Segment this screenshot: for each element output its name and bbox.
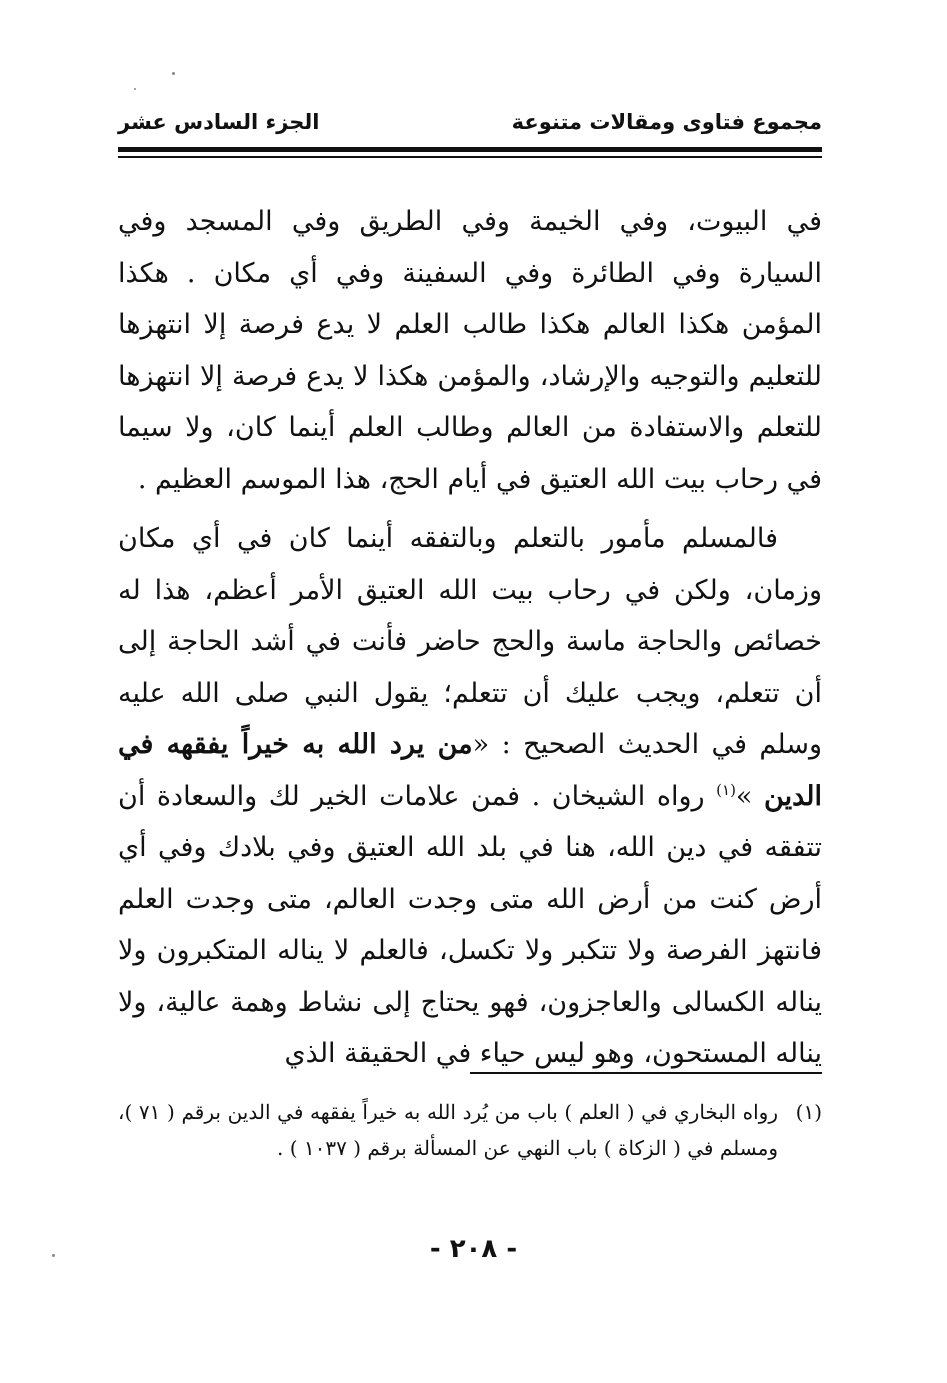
scan-speck bbox=[172, 72, 175, 75]
footnote-number: (١) bbox=[795, 1100, 822, 1124]
footnote-divider bbox=[470, 1072, 822, 1074]
header-rule-thin bbox=[118, 156, 822, 158]
hadith-quote: من يرد الله به خيراً يفقهه في الدين bbox=[118, 729, 822, 812]
footnote-reference: (١) bbox=[716, 780, 736, 799]
scan-speck bbox=[134, 88, 136, 90]
footnote bbox=[118, 1094, 822, 1166]
paragraph-text: رواه الشيخان . فمن علامات الخير لك والسعادة أن تتفقه في دين الله، هنا في بلد الله العتيق وفي بلادك وفي أي أرض كنت من أرض الله متى وجدت العالم، متى وجدت العلم فانتهز الفرصة ولا تتكبر ولا تكسل، فالعلم لا يناله المتكبرون ولا يناله الكسالى والعاجزون، فهو يحتاج إلى نشاط وهمة عالية، ولا يناله المستحون، وهو ليس حياء في الحقيقة الذي bbox=[118, 780, 822, 1069]
paragraph: في البيوت، وفي الخيمة وفي الطريق وفي المسجد وفي السيارة وفي الطائرة وفي السفينة وفي أي مكان . هكذا المؤمن هكذا العالم هكذا طالب العلم لا يدع فرصة إلا انتهزها للتعليم والتوجيه والإرشاد، والمؤمن هكذا لا يدع فرصة إلا انتهزها للتعلم والاستفادة من العالم وطالب العلم أينما كان، ولا سيما في رحاب بيت الله العتيق في أيام الحج، هذا الموسم العظيم . bbox=[118, 206, 822, 495]
book-title: مجموع فتاوى ومقالات متنوعة bbox=[511, 110, 822, 134]
volume-title: الجزء السادس عشر bbox=[118, 110, 320, 134]
paragraph-text: فالمسلم مأمور بالتعلم وبالتفقه أينما كان في أي مكان وزمان، ولكن في رحاب بيت الله العتيق الأمر أعظم، هذا له خصائص والحاجة ماسة والحج حاضر فأنت في أشد الحاجة إلى أن تتعلم، ويجب عليك أن تتعلم؛ يقول النبي صلى الله عليه وسلم في الحديث الصحيح : « bbox=[118, 523, 822, 760]
header-rule-thick bbox=[118, 147, 822, 152]
page-header bbox=[118, 104, 822, 140]
footnote-text: رواه البخاري في ( العلم ) باب من يُرد الله به خيراً يفقهه في الدين برقم ( ٧١ )، ومسلم في ( الزكاة ) باب النهي عن المسألة برقم ( ١٠٣٧ ) . bbox=[118, 1100, 779, 1160]
quote-close: » bbox=[735, 780, 765, 812]
main-text bbox=[118, 196, 822, 1080]
page-number: - ٢٠٨ - bbox=[429, 1234, 518, 1264]
paragraph bbox=[118, 513, 822, 1080]
